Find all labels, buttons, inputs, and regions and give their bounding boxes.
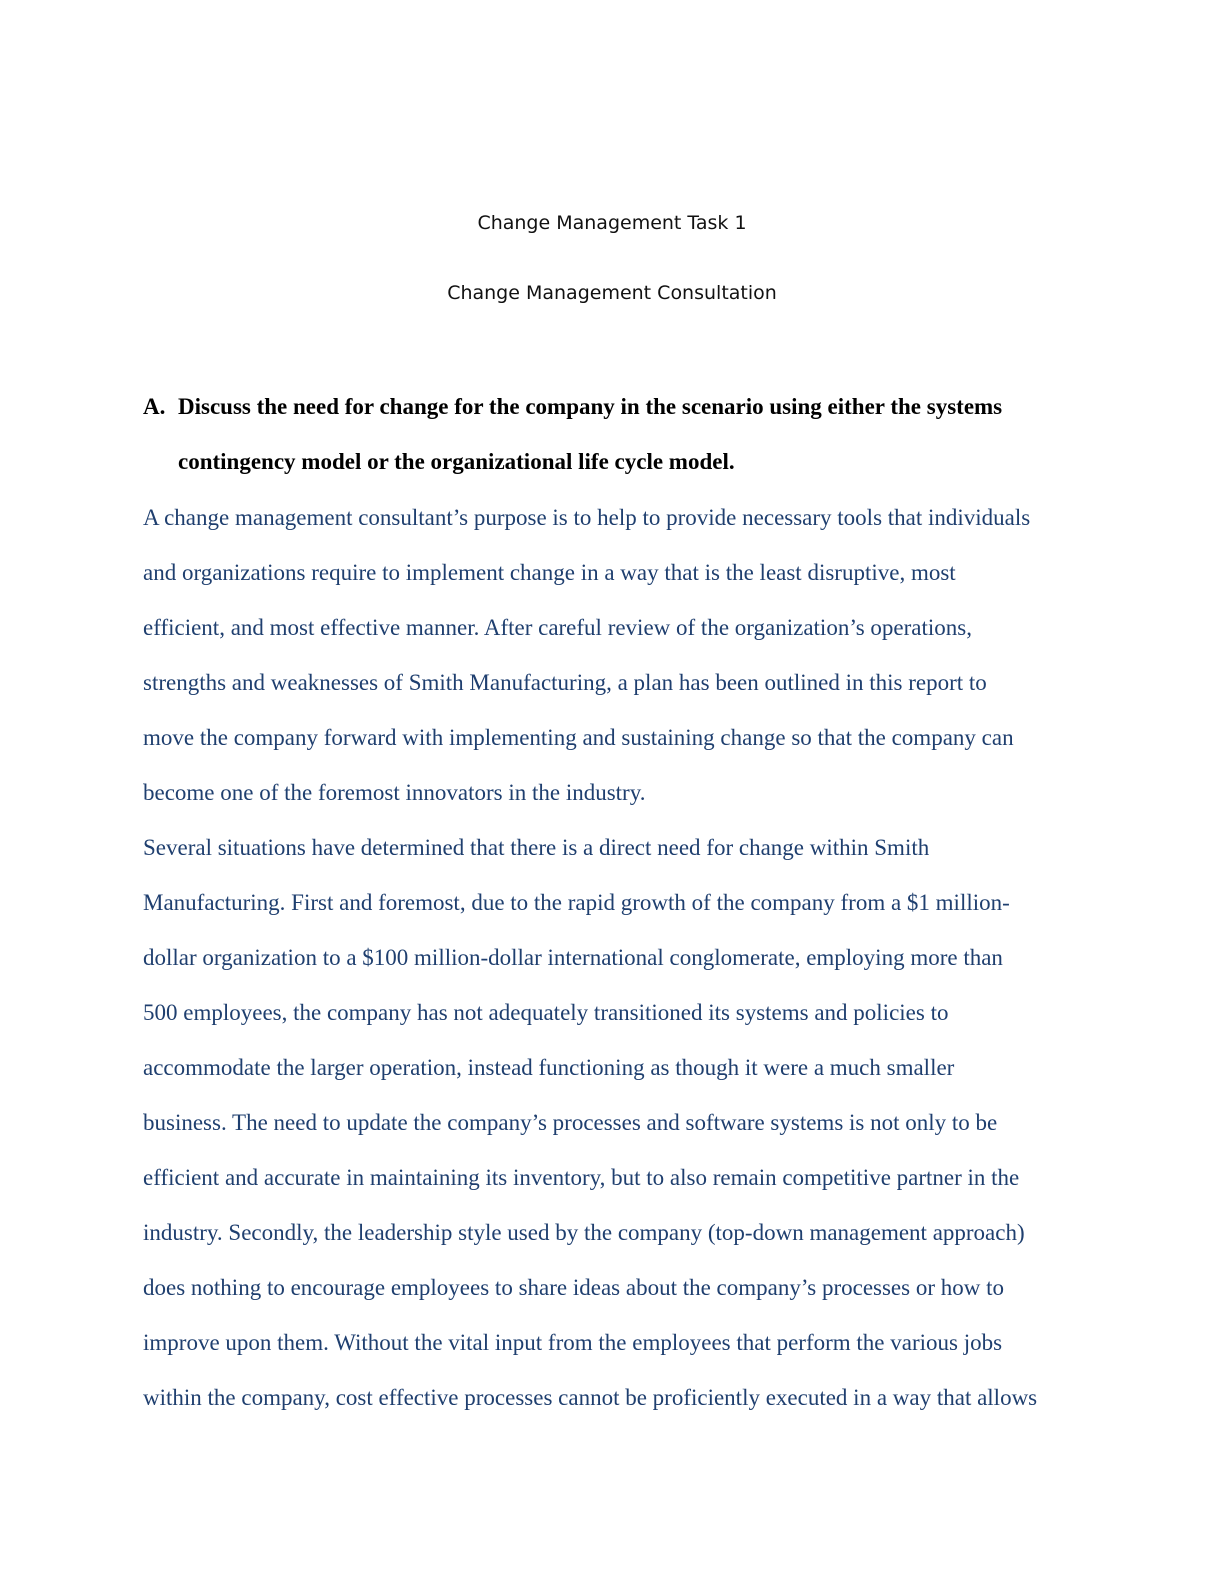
paragraph-line: move the company forward with implementing and sustaining change so that the company can xyxy=(143,725,1014,750)
paragraph-line: does nothing to encourage employees to share ideas about the company’s processes or how to xyxy=(143,1275,1004,1300)
paragraph-line: Manufacturing. First and foremost, due to the rapid growth of the company from a $1 million- xyxy=(143,890,1010,915)
document-title: Change Management Task 1 xyxy=(477,212,747,234)
paragraph-line: within the company, cost effective processes cannot be proficiently executed in a way that allows xyxy=(143,1385,1038,1410)
section-heading-line: Discuss the need for change for the company in the scenario using either the systems xyxy=(178,394,1003,419)
paragraph-line: industry. Secondly, the leadership style used by the company (top-down management approach) xyxy=(143,1220,1025,1245)
paragraph-line: 500 employees, the company has not adequately transitioned its systems and policies to xyxy=(143,1000,949,1025)
paragraph-line: efficient, and most effective manner. After careful review of the organization’s operations, xyxy=(143,615,972,640)
paragraph-line: become one of the foremost innovators in the industry. xyxy=(143,780,646,805)
section-heading-line: contingency model or the organizational life cycle model. xyxy=(178,449,735,474)
paragraph-line: and organizations require to implement change in a way that is the least disruptive, most xyxy=(143,560,956,585)
paragraph-line: A change management consultant’s purpose is to help to provide necessary tools that individuals xyxy=(143,505,1031,530)
paragraph-line: efficient and accurate in maintaining its inventory, but to also remain competitive partner in the xyxy=(143,1165,1020,1190)
paragraph-line: improve upon them. Without the vital input from the employees that perform the various jobs xyxy=(143,1330,1003,1355)
section-marker: A. xyxy=(143,394,166,419)
paragraph-line: Several situations have determined that there is a direct need for change within Smith xyxy=(143,835,930,860)
paragraph-line: accommodate the larger operation, instead functioning as though it were a much smaller xyxy=(143,1055,955,1080)
paragraph-line: strengths and weaknesses of Smith Manufacturing, a plan has been outlined in this report to xyxy=(143,670,987,695)
paragraph-line: dollar organization to a $100 million-dollar international conglomerate, employing more than xyxy=(143,945,1003,970)
document-subtitle: Change Management Consultation xyxy=(447,282,777,304)
paragraph-line: business. The need to update the company’s processes and software systems is not only to be xyxy=(143,1110,998,1135)
